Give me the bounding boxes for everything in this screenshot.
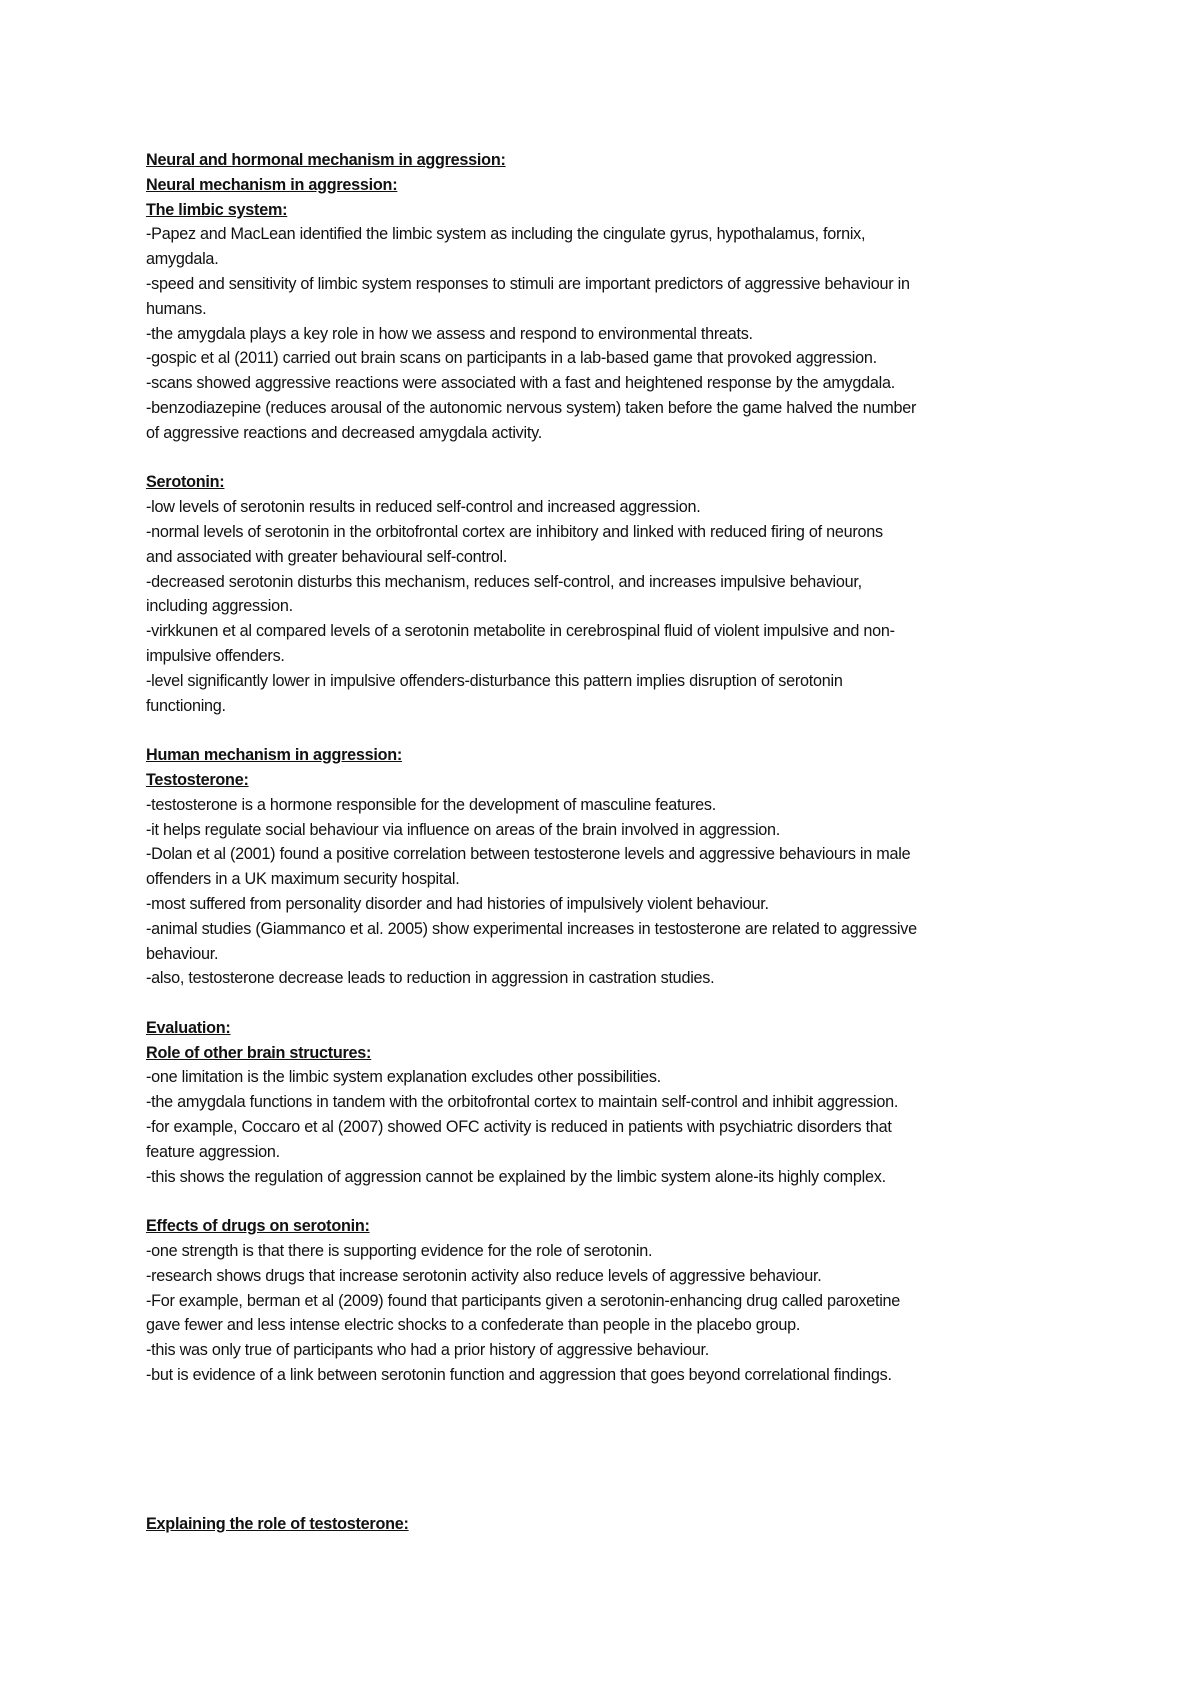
body-line: -level significantly lower in impulsive offenders-disturbance this pattern implies disruption of serotonin bbox=[146, 671, 843, 690]
document-section bbox=[146, 1016, 1066, 1190]
body-line: including aggression. bbox=[146, 597, 293, 616]
document-section bbox=[146, 1214, 1066, 1388]
body-line: -one limitation is the limbic system explanation excludes other possibilities. bbox=[146, 1068, 661, 1087]
body-line: -one strength is that there is supporting evidence for the role of serotonin. bbox=[146, 1242, 653, 1261]
document-section bbox=[146, 470, 1066, 718]
body-line: functioning. bbox=[146, 696, 226, 715]
paragraph-gap bbox=[146, 1189, 1066, 1214]
body-line: -virkkunen et al compared levels of a serotonin metabolite in cerebrospinal fluid of violent impulsive and non- bbox=[146, 622, 895, 641]
body-line: and associated with greater behavioural self-control. bbox=[146, 547, 508, 566]
body-line: -testosterone is a hormone responsible for the development of masculine features. bbox=[146, 795, 717, 814]
body-line: -decreased serotonin disturbs this mechanism, reduces self-control, and increases impulsive behaviour, bbox=[146, 572, 862, 591]
body-line: -the amygdala functions in tandem with the orbitofrontal cortex to maintain self-control and inhibit aggression. bbox=[146, 1093, 899, 1112]
body-line: -most suffered from personality disorder and had histories of impulsively violent behaviour. bbox=[146, 894, 769, 913]
paragraph-gap bbox=[146, 718, 1066, 743]
paragraph-gap bbox=[146, 1388, 1066, 1512]
section-heading: Effects of drugs on serotonin: bbox=[146, 1217, 370, 1236]
section-heading: Neural and hormonal mechanism in aggression: bbox=[146, 151, 506, 169]
body-line: -Dolan et al (2001) found a positive correlation between testosterone levels and aggressive behaviours in male bbox=[146, 845, 911, 864]
body-line: humans. bbox=[146, 299, 207, 318]
document-section bbox=[146, 743, 1066, 991]
paragraph-gap bbox=[146, 991, 1066, 1016]
section-heading: The limbic system: bbox=[146, 200, 288, 219]
paragraph-gap bbox=[146, 446, 1066, 471]
body-line: -animal studies (Giammanco et al. 2005) show experimental increases in testosterone are related to aggressive bbox=[146, 919, 917, 938]
body-line: -For example, berman et al (2009) found that participants given a serotonin-enhancing drug called paroxetine bbox=[146, 1291, 901, 1310]
document-body bbox=[146, 148, 1066, 1537]
body-line: -scans showed aggressive reactions were associated with a fast and heightened response by the amygdala. bbox=[146, 374, 896, 393]
body-line: of aggressive reactions and decreased amygdala activity. bbox=[146, 423, 543, 442]
body-line: impulsive offenders. bbox=[146, 646, 285, 665]
body-line: -this shows the regulation of aggression cannot be explained by the limbic system alone-its highly complex. bbox=[146, 1167, 886, 1186]
body-line: -speed and sensitivity of limbic system responses to stimuli are important predictors of aggressive behaviour in bbox=[146, 274, 910, 293]
body-line: -low levels of serotonin results in reduced self-control and increased aggression. bbox=[146, 498, 701, 517]
body-line: -research shows drugs that increase serotonin activity also reduce levels of aggressive behaviour. bbox=[146, 1266, 822, 1285]
document-section bbox=[146, 148, 1066, 446]
body-line: amygdala. bbox=[146, 250, 219, 269]
body-line: -the amygdala plays a key role in how we assess and respond to environmental threats. bbox=[146, 324, 753, 343]
section-heading: Neural mechanism in aggression: bbox=[146, 175, 398, 194]
body-line: gave fewer and less intense electric shocks to a confederate than people in the placebo group. bbox=[146, 1316, 801, 1335]
section-heading: Serotonin: bbox=[146, 473, 225, 492]
section-heading: Role of other brain structures: bbox=[146, 1043, 372, 1062]
body-line: feature aggression. bbox=[146, 1142, 280, 1161]
section-heading: Human mechanism in aggression: bbox=[146, 746, 403, 765]
body-line: -gospic et al (2011) carried out brain scans on participants in a lab-based game that provoked aggression. bbox=[146, 349, 877, 368]
body-line: behaviour. bbox=[146, 944, 219, 963]
body-line: -Papez and MacLean identified the limbic system as including the cingulate gyrus, hypothalamus, fornix, bbox=[146, 225, 866, 244]
section-heading: Explaining the role of testosterone: bbox=[146, 1514, 409, 1533]
body-line: -it helps regulate social behaviour via influence on areas of the brain involved in aggression. bbox=[146, 820, 781, 839]
body-line: offenders in a UK maximum security hospital. bbox=[146, 870, 460, 889]
body-line: -normal levels of serotonin in the orbitofrontal cortex are inhibitory and linked with reduced firing of neurons bbox=[146, 522, 883, 541]
body-line: -for example, Coccaro et al (2007) showed OFC activity is reduced in patients with psychiatric disorders that bbox=[146, 1118, 892, 1137]
body-line: -this was only true of participants who had a prior history of aggressive behaviour. bbox=[146, 1341, 709, 1360]
section-heading: Testosterone: bbox=[146, 770, 249, 789]
body-line: -but is evidence of a link between serotonin function and aggression that goes beyond correlational findings. bbox=[146, 1366, 892, 1385]
section-heading: Evaluation: bbox=[146, 1018, 231, 1037]
document-section bbox=[146, 1512, 1066, 1537]
body-line: -also, testosterone decrease leads to reduction in aggression in castration studies. bbox=[146, 969, 715, 988]
body-line: -benzodiazepine (reduces arousal of the autonomic nervous system) taken before the game halved the number bbox=[146, 398, 917, 417]
